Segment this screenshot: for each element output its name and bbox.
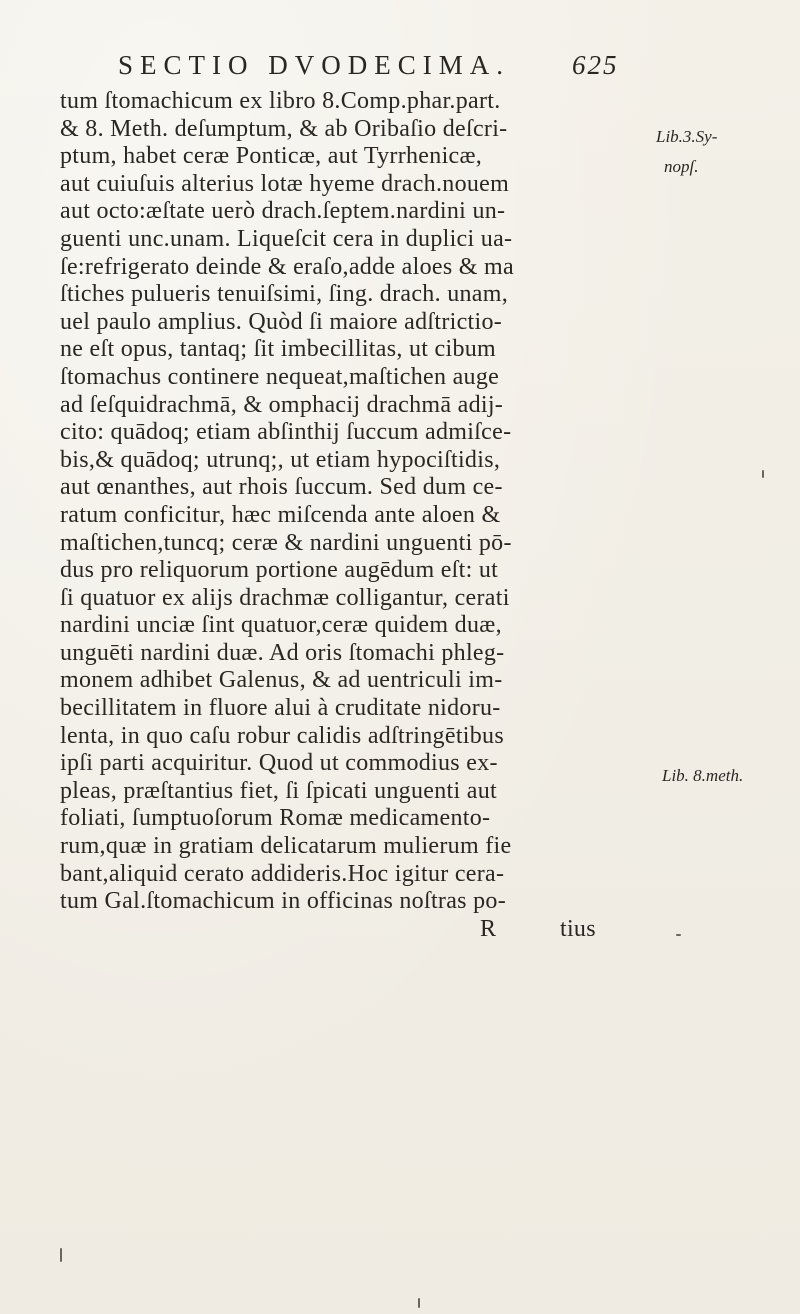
margin-note-lib3: Lib.3.Sy- — [656, 127, 718, 146]
catchword: tius — [560, 915, 596, 942]
text-line: ſtiches pulueris tenuiſsimi, ſing. drach. unam, — [60, 281, 509, 308]
text-line: maſtichen,tuncq; ceræ & nardini unguenti pō- — [60, 529, 512, 556]
text-line: ipſi parti acquiritur. Quod ut commodius ex- — [60, 750, 498, 777]
text-line: ſe:refrigerato deinde & eraſo,adde aloes & ma — [60, 253, 514, 280]
paper-speck — [60, 1248, 62, 1262]
text-line: foliati, ſumptuoſorum Romæ medicamento- — [60, 805, 491, 832]
catchword-line — [60, 916, 650, 944]
text-line: lenta, in quo caſu robur calidis adſtringētibus — [60, 722, 504, 749]
body-text — [60, 88, 650, 943]
text-line: & 8. Meth. deſumptum, & ab Oribaſio deſcri- — [60, 115, 508, 142]
text-line: aut cuiuſuis alterius lotæ hyeme drach.nouem — [60, 170, 510, 197]
text-line: bant,aliquid cerato addideris.Hoc igitur cera- — [60, 860, 505, 887]
text-line: ratum conficitur, hæc miſcenda ante aloen & — [60, 501, 501, 528]
text-line: nardini unciæ ſint quatuor,ceræ quidem duæ, — [60, 612, 502, 639]
text-line: ne eſt opus, tantaq; ſit imbecillitas, ut cibum — [60, 336, 497, 363]
text-line: pleas, præſtantius fiet, ſi ſpicati unguenti aut — [60, 777, 497, 804]
text-line: tum Gal.ſtomachicum in officinas noſtras po- — [60, 888, 506, 915]
signature-mark: R — [480, 915, 497, 942]
paper-speck — [676, 934, 681, 936]
text-line: dus pro reliquorum portione augēdum eſt: ut — [60, 557, 499, 584]
page-header — [118, 50, 678, 90]
text-line: rum,quæ in gratiam delicatarum mulierum fie — [60, 833, 512, 860]
text-line: aut octo:æſtate uerò drach.ſeptem.nardini un- — [60, 198, 506, 225]
paper-speck — [418, 1298, 420, 1308]
running-title: SECTIO DVODECIMA. — [118, 50, 510, 80]
text-line: tum ſtomachicum ex libro 8.Comp.phar.part. — [60, 88, 501, 114]
text-line: guenti unc.unam. Liqueſcit cera in duplici ua- — [60, 225, 513, 252]
text-line: ad ſeſquidrachmā, & omphacij drachmā adij- — [60, 391, 504, 418]
text-line: becillitatem in fluore alui à cruditate nidoru- — [60, 695, 501, 722]
text-line: cito: quādoq; etiam abſinthij ſuccum admiſce- — [60, 419, 512, 446]
paper-speck — [762, 470, 764, 478]
text-line: aut œnanthes, aut rhois ſuccum. Sed dum ce- — [60, 474, 503, 501]
text-line: ſtomachus continere nequeat,maſtichen auge — [60, 363, 500, 390]
text-line: ſi quatuor ex alijs drachmæ colligantur, cerati — [60, 584, 510, 611]
text-line: ptum, habet ceræ Ponticæ, aut Tyrrhenicæ, — [60, 143, 483, 170]
margin-note-lib8: Lib. 8.meth. — [662, 766, 744, 785]
text-line: monem adhibet Galenus, & ad uentriculi im- — [60, 667, 503, 694]
text-line: unguēti nardini duæ. Ad oris ſtomachi phleg- — [60, 639, 505, 666]
text-line: uel paulo amplius. Quòd ſi maiore adſtrictio- — [60, 308, 503, 335]
text-line: bis,& quādoq; utrunq;, ut etiam hypociſtidis, — [60, 446, 501, 473]
margin-note-synops: nopſ. — [664, 157, 699, 176]
page-number: 625 — [572, 50, 619, 80]
